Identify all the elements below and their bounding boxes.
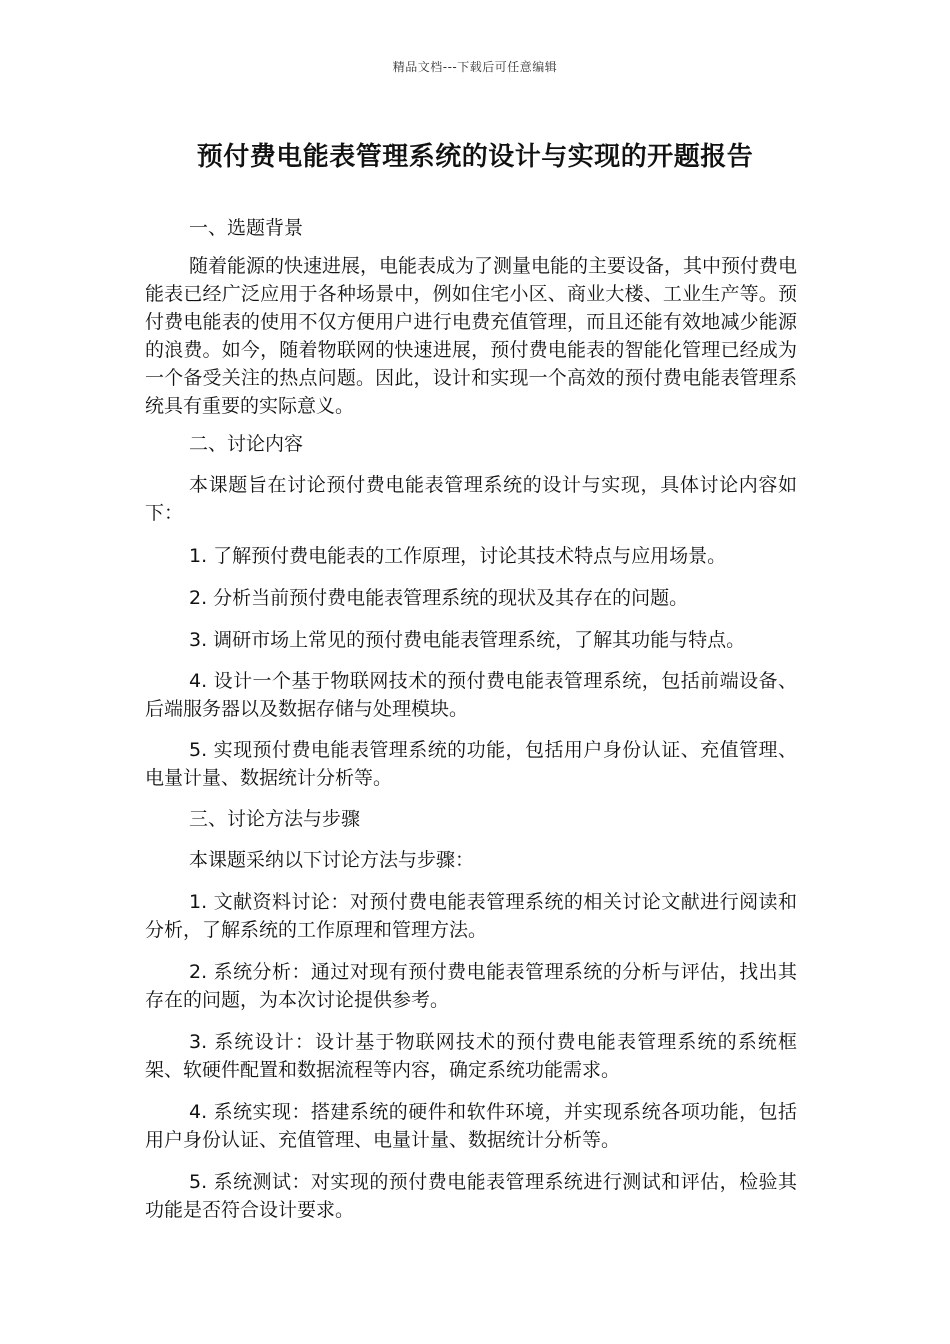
background-paragraph: 随着能源的快速进展，电能表成为了测量电能的主要设备，其中预付费电能表已经广泛应用于各种场景中，例如住宅小区、商业大楼、工业生产等。预付费电能表的使用不仅方便用户进行电费充值管理，而且还能有效地减少能源的浪费。如今，随着物联网的快速进展，预付费电能表的智能化管理已经成为一个备受关注的热点问题。因此，设计和实现一个高效的预付费电能表管理系统具有重要的实际意义。 <box>145 255 798 417</box>
methods-intro: 本课题采纳以下讨论方法与步骤： <box>189 849 475 871</box>
section-heading-background: 一、选题背景 <box>189 217 304 239</box>
research-content-item: 1. 了解预付费电能表的工作原理，讨论其技术特点与应用场景。 <box>189 545 727 567</box>
methods-item: 2. 系统分析：通过对现有预付费电能表管理系统的分析与评估，找出其存在的问题，为本次讨论提供参考。 <box>145 961 797 1011</box>
document-body <box>145 214 797 1224</box>
methods-item: 5. 系统测试：对实现的预付费电能表管理系统进行测试和评估，检验其功能是否符合设计要求。 <box>145 1171 797 1221</box>
research-content-intro: 本课题旨在讨论预付费电能表管理系统的设计与实现，具体讨论内容如下： <box>145 474 797 524</box>
methods-item: 3. 系统设计：设计基于物联网技术的预付费电能表管理系统的系统框架、软硬件配置和数据流程等内容，确定系统功能需求。 <box>145 1031 797 1081</box>
section-heading-methods: 三、讨论方法与步骤 <box>189 808 361 830</box>
section-heading-research-content: 二、讨论内容 <box>189 433 304 455</box>
research-content-item: 3. 调研市场上常见的预付费电能表管理系统，了解其功能与特点。 <box>189 629 746 651</box>
document-title: 预付费电能表管理系统的设计与实现的开题报告 <box>196 142 754 172</box>
header-note: 精品文档---下载后可任意编辑 <box>392 60 558 74</box>
methods-item: 1. 文献资料讨论：对预付费电能表管理系统的相关讨论文献进行阅读和分析，了解系统的工作原理和管理方法。 <box>145 891 797 941</box>
methods-item: 4. 系统实现：搭建系统的硬件和软件环境，并实现系统各项功能，包括用户身份认证、充值管理、电量计量、数据统计分析等。 <box>145 1101 797 1151</box>
research-content-item: 5. 实现预付费电能表管理系统的功能，包括用户身份认证、充值管理、电量计量、数据统计分析等。 <box>145 739 797 789</box>
research-content-item: 2. 分析当前预付费电能表管理系统的现状及其存在的问题。 <box>189 587 689 609</box>
research-content-item: 4. 设计一个基于物联网技术的预付费电能表管理系统，包括前端设备、后端服务器以及数据存储与处理模块。 <box>145 670 797 720</box>
